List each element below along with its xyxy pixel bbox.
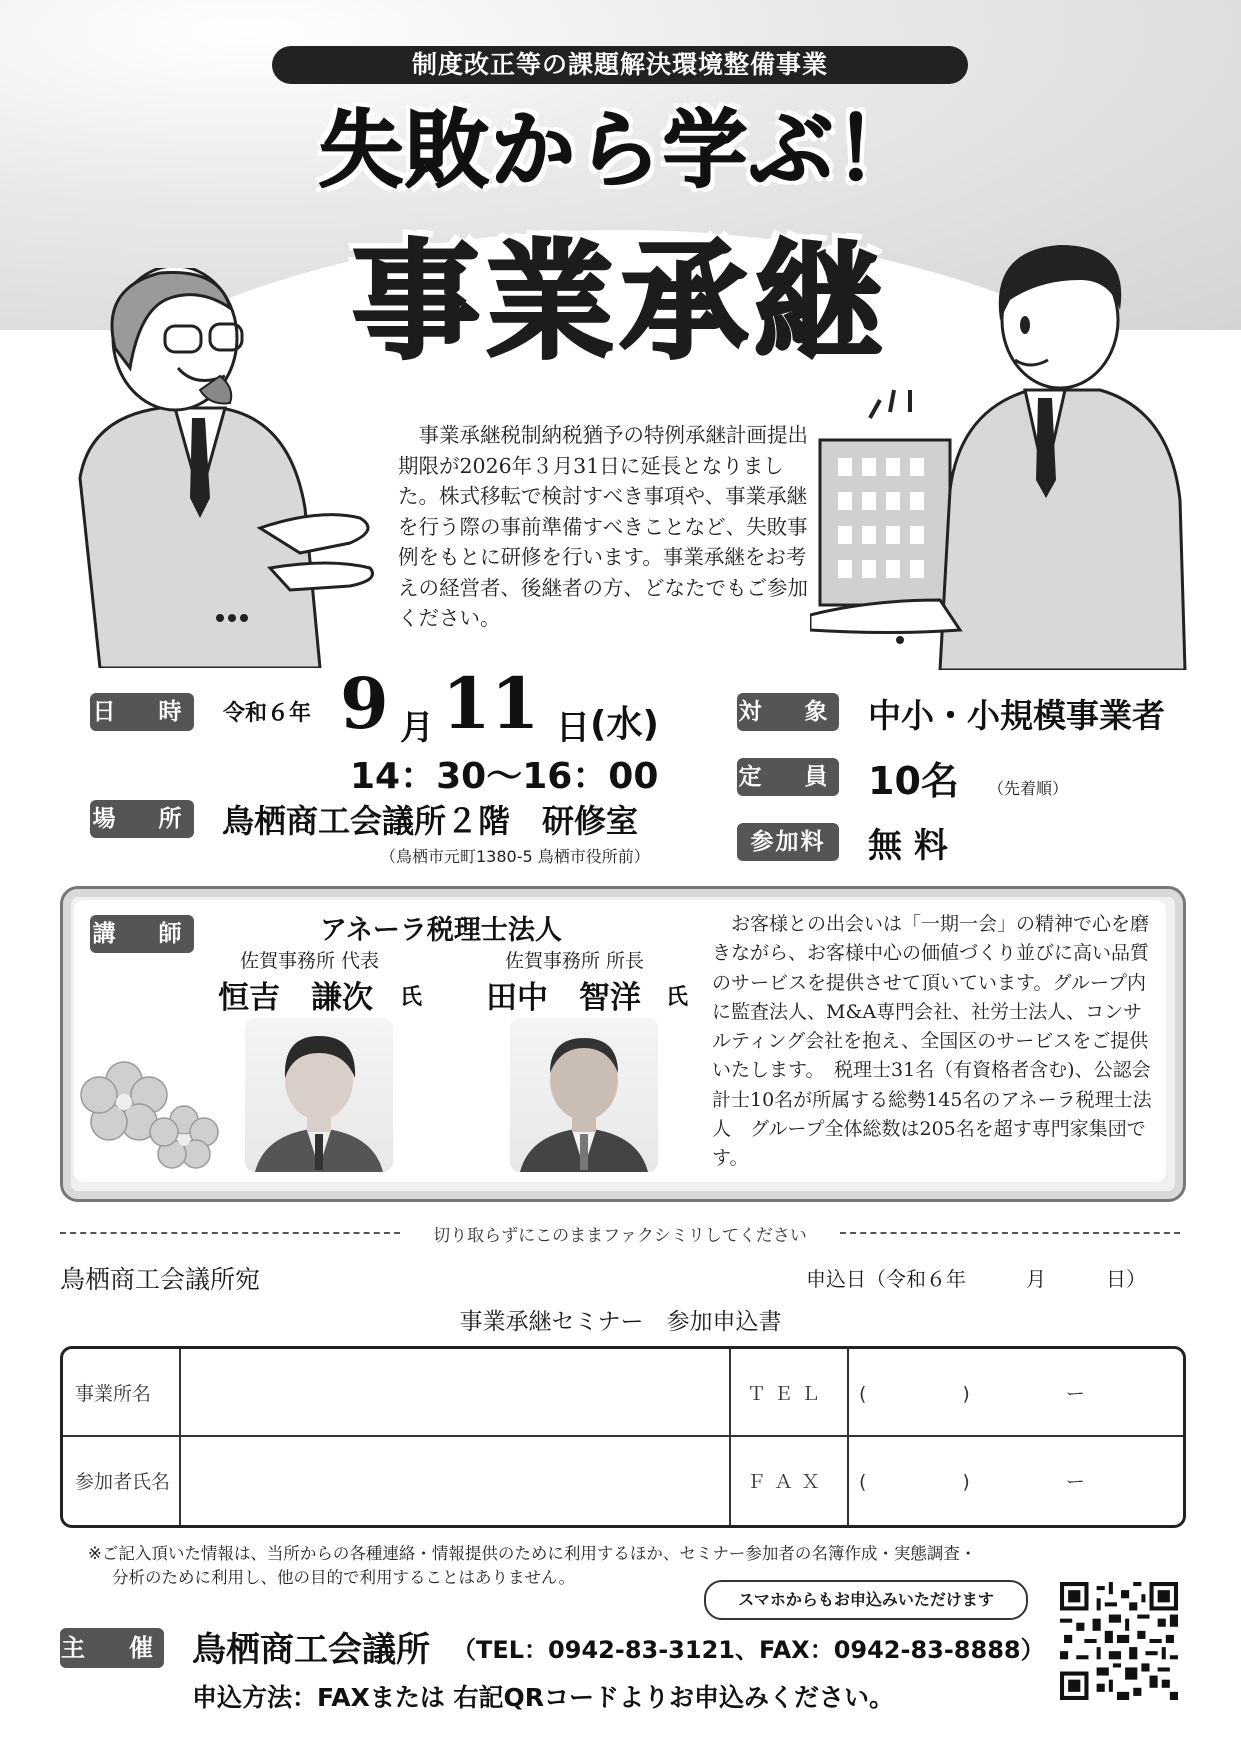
speaker-1-photo	[245, 1018, 393, 1172]
main-title: 事業承継	[351, 228, 888, 377]
firm-description: お客様との出会いは「一期一会」の精神で心を磨きながら、お客様中心の価値づくり並びに高い品質のサービスを提供させて頂いています。グループ内に監査法人、M&A専門会社、社労士法人、コンサルティング会社を抱え、全国区のサービスをご提供いたします。 税理士31名（有資格者含む)、公認会計士10名が所属する総勢145名のアネーラ税理士法人 グループ全体総数は205名を超す専門家集団です。	[712, 913, 1152, 1170]
host-label: 主 催	[60, 1628, 164, 1668]
speaker-1-name: 恒吉 謙次	[218, 980, 373, 1016]
fee-value: 無 料	[868, 826, 948, 866]
program-banner: 制度改正等の課題解決環境整備事業	[272, 46, 968, 84]
flower-decoration	[74, 1040, 224, 1180]
privacy-note-line-2: 分析のために利用し、他の目的で利用することはありません。	[112, 1568, 575, 1587]
date-month: 9	[340, 662, 389, 745]
capacity-label: 定 員	[737, 758, 839, 796]
tel-label: ＴＥＬ	[747, 1383, 829, 1405]
target-value: 中小・小規模事業者	[868, 696, 1165, 735]
fax-field[interactable]: ( ) ー	[859, 1471, 1089, 1493]
venue-address: （鳥栖市元町1380-5 鳥栖市役所前）	[380, 847, 650, 866]
host-name: 鳥栖商工会議所	[192, 1630, 430, 1670]
application-form-table	[60, 1346, 1186, 1528]
participant-name-label: 参加者氏名	[75, 1471, 171, 1493]
application-qr-code[interactable]	[1060, 1582, 1178, 1700]
host-contact: （TEL：0942-83-3121、FAX：0942-83-8888）	[452, 1636, 1045, 1664]
young-businessman-illustration	[810, 240, 1190, 670]
date-month-unit: 月	[400, 708, 434, 748]
participant-name-field[interactable]	[185, 1441, 725, 1521]
fee-label: 参加料	[737, 823, 839, 861]
tel-field[interactable]: ( ) ー	[859, 1383, 1089, 1405]
event-time: 14：30〜16：00	[350, 756, 659, 797]
intro-paragraph: 事業承継税制納税猶予の特例承継計画提出期限が2026年３月31日に延長となりました。株式移転で検討すべき事項や、事業承継を行う際の事前準備すべきことなど、失敗事例をもとに研修を行います。事業承継をお考えの経営者、後継者の方、どなたでもご参加ください。	[398, 423, 808, 630]
speaker-2-photo	[510, 1018, 658, 1172]
speaker-1-role: 佐賀事務所 代表	[240, 950, 380, 972]
speaker-2-suffix: 氏	[666, 985, 689, 1010]
capacity-value: 10名	[868, 759, 959, 803]
speaker-label: 講 師	[90, 915, 194, 953]
firm-name: アネーラ税理士法人	[320, 915, 562, 946]
senior-businessman-illustration	[60, 268, 380, 668]
speaker-2-name: 田中 智洋	[486, 980, 641, 1016]
speaker-2-role: 佐賀事務所 所長	[505, 950, 645, 972]
addressee: 鳥栖商工会議所宛	[60, 1265, 261, 1294]
venue-label: 場 所	[90, 800, 194, 838]
date-label: 日 時	[90, 693, 194, 731]
qr-callout-bubble: スマホからもお申込みいただけます	[704, 1580, 1028, 1620]
speaker-1-suffix: 氏	[400, 985, 423, 1010]
date-day: 11	[442, 662, 540, 745]
date-day-unit: 日	[556, 708, 590, 748]
date-weekday: (水)	[590, 704, 659, 745]
form-title: 事業承継セミナー 参加申込書	[459, 1309, 782, 1335]
venue-name: 鳥栖商工会議所２階 研修室	[222, 802, 639, 840]
cut-line-right	[840, 1232, 1180, 1234]
business-name-field[interactable]	[185, 1353, 725, 1431]
headline: 失敗から学ぶ！	[318, 101, 921, 199]
cut-notice: 切り取らずにこのままファクシミリしてください	[433, 1226, 807, 1246]
apply-date: 申込日（令和６年 月 日）	[806, 1267, 1146, 1291]
capacity-note: （先着順）	[988, 779, 1069, 798]
date-era: 令和６年	[223, 701, 312, 726]
cut-line-left	[60, 1232, 400, 1234]
fax-label: ＦＡＸ	[747, 1471, 829, 1493]
privacy-note-line-1: ※ご記入頂いた情報は、当所からの各種連絡・情報提供のために利用するほか、セミナー参加者の名簿作成・実態調査・	[88, 1544, 977, 1563]
target-label: 対 象	[737, 693, 839, 731]
business-name-label: 事業所名	[75, 1383, 152, 1405]
apply-method: 申込方法：FAXまたは 右記QRコードよりお申込みください。	[192, 1683, 895, 1712]
